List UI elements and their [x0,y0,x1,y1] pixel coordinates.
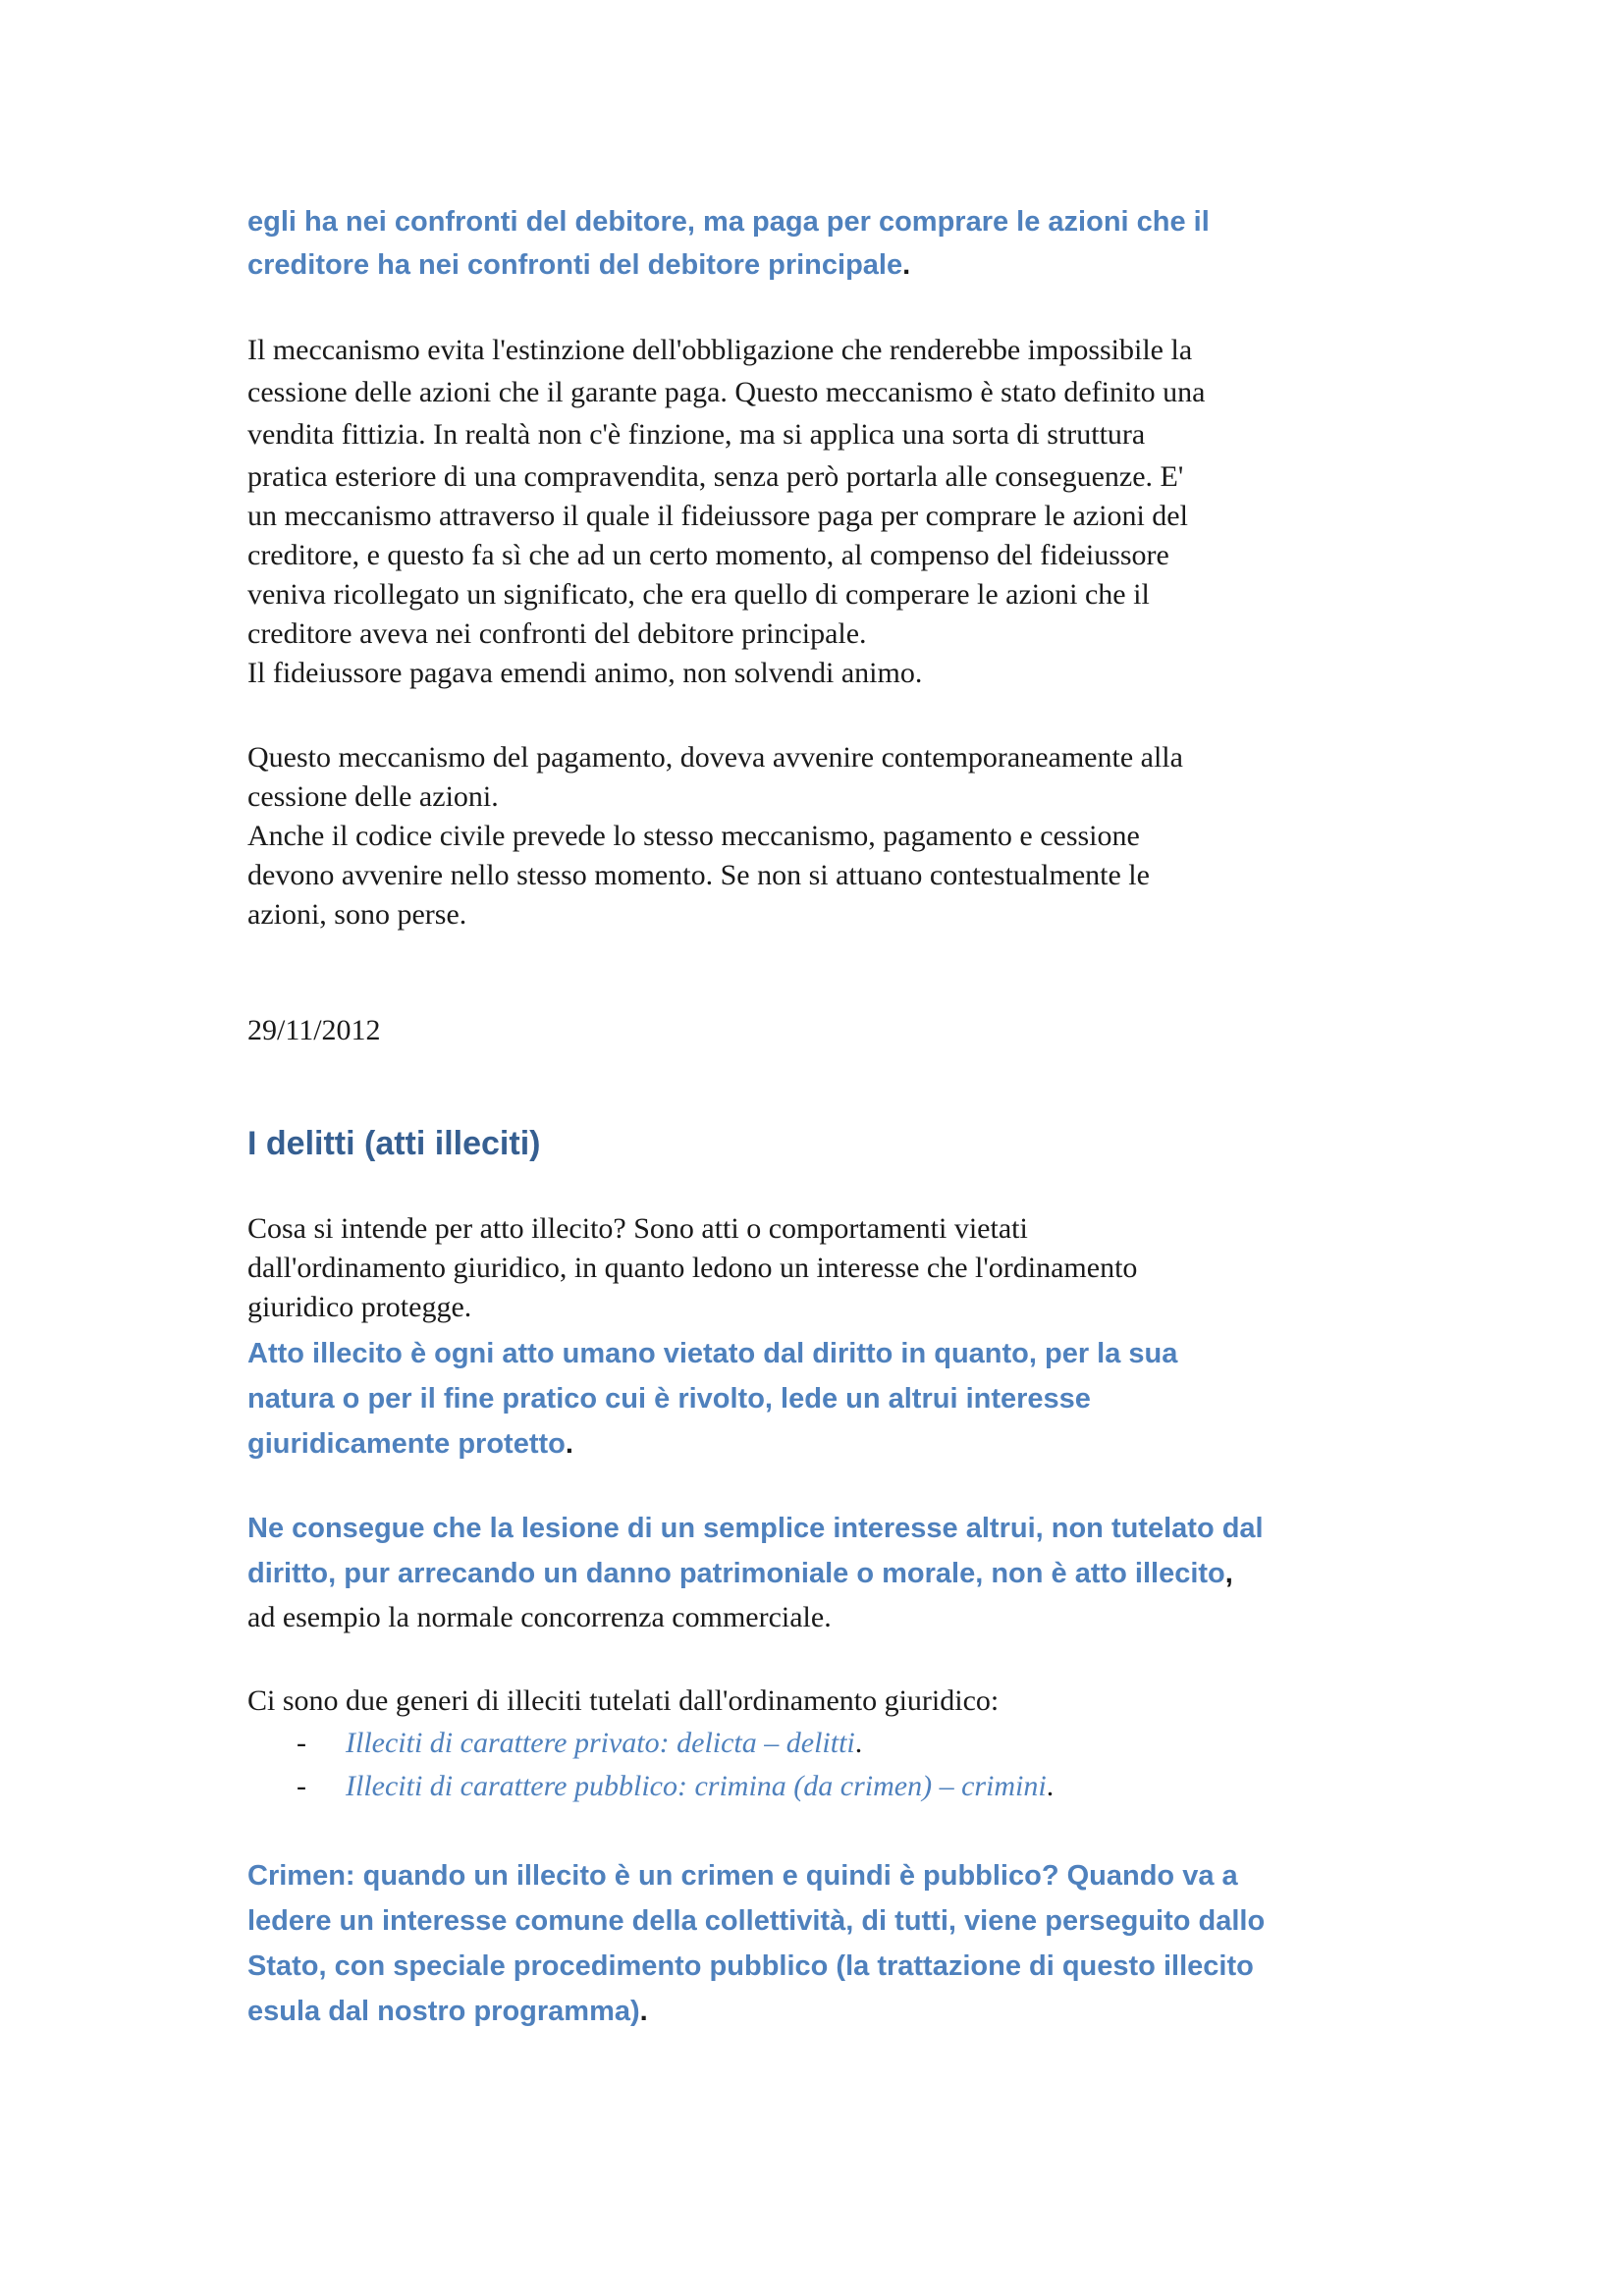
payment-paragraph [247,738,1416,934]
text-line: Stato, con speciale procedimento pubblico (la trattazione di questo illecito [247,1950,1254,1982]
types-list [297,1722,1377,1808]
crimen-paragraph [247,1853,1416,2034]
text-line: giuridico protegge. [247,1291,472,1323]
text-line: devono avvenire nello stesso momento. Se non si attuano contestualmente le [247,859,1150,891]
text-line: cessione delle azioni che il garante paga. Questo meccanismo è stato definito una [247,376,1206,408]
text-line: un meccanismo attraverso il quale il fideiussore paga per comprare le azioni del [247,500,1188,532]
question-paragraph [247,1209,1416,1327]
text-line: giuridicamente protetto. [247,1428,573,1460]
text-line: Atto illecito è ogni atto umano vietato dal diritto in quanto, per la sua [247,1338,1178,1369]
list-dash: - [297,1727,306,1759]
list-dash: - [297,1770,306,1802]
text-line: dall'ordinamento giuridico, in quanto ledono un interesse che l'ordinamento [247,1252,1138,1284]
definition-paragraph [247,1331,1416,1467]
text-line: creditore aveva nei confronti del debitore principale. [247,617,867,650]
text-line: veniva ricollegato un significato, che era quello di comperare le azioni che il [247,578,1150,611]
text-line: esula dal nostro programma). [247,1996,648,2027]
continuation-paragraph [247,200,1416,287]
mechanism-paragraph [247,331,1416,693]
text-line: azioni, sono perse. [247,898,467,931]
text-line: vendita fittizia. In realtà non c'è finzione, ma si applica una sorta di struttura [247,418,1146,451]
text-line: diritto, pur arrecando un danno patrimoniale o morale, non è atto illecito, [247,1558,1233,1589]
list-item: - Illeciti di carattere privato: delicta – delitti. [297,1722,1377,1765]
text-line: egli ha nei confronti del debitore, ma paga per comprare le azioni che il [247,206,1210,238]
consequence-paragraph [247,1506,1416,1596]
text-line: ledere un interesse comune della collettività, di tutti, viene perseguito dallo [247,1905,1266,1937]
text-line: creditore, e questo fa sì che ad un certo momento, al compenso del fideiussore [247,539,1169,571]
text-line: Questo meccanismo del pagamento, doveva avvenire contemporaneamente alla [247,741,1183,774]
text-line: Cosa si intende per atto illecito? Sono atti o comportamenti vietati [247,1212,1028,1245]
date-label: 29/11/2012 [247,1014,381,1046]
text-line: Ne consegue che la lesione di un semplice interesse altrui, non tutelato dal [247,1513,1264,1544]
text-line: natura o per il fine pratico cui è rivolto, lede un altrui interesse [247,1383,1091,1415]
text-line: cessione delle azioni. [247,780,499,813]
text-line: Anche il codice civile prevede lo stesso meccanismo, pagamento e cessione [247,820,1140,852]
text-line: creditore ha nei confronti del debitore principale. [247,249,911,281]
text-line: Il meccanismo evita l'estinzione dell'obbligazione che renderebbe impossibile la [247,334,1193,366]
section-heading: I delitti (atti illeciti) [247,1125,541,1162]
document-page [247,0,1426,2296]
list-item: - Illeciti di carattere pubblico: crimina (da crimen) – crimini. [297,1765,1377,1808]
text-line: pratica esteriore di una compravendita, senza però portarla alle conseguenze. E' [247,460,1184,493]
text-line: Il fideiussore pagava emendi animo, non solvendi animo. [247,657,923,689]
types-intro: Ci sono due generi di illeciti tutelati dall'ordinamento giuridico: [247,1684,1000,1717]
consequence-tail: ad esempio la normale concorrenza commerciale. [247,1601,832,1633]
text-line: Crimen: quando un illecito è un crimen e quindi è pubblico? Quando va a [247,1860,1238,1892]
